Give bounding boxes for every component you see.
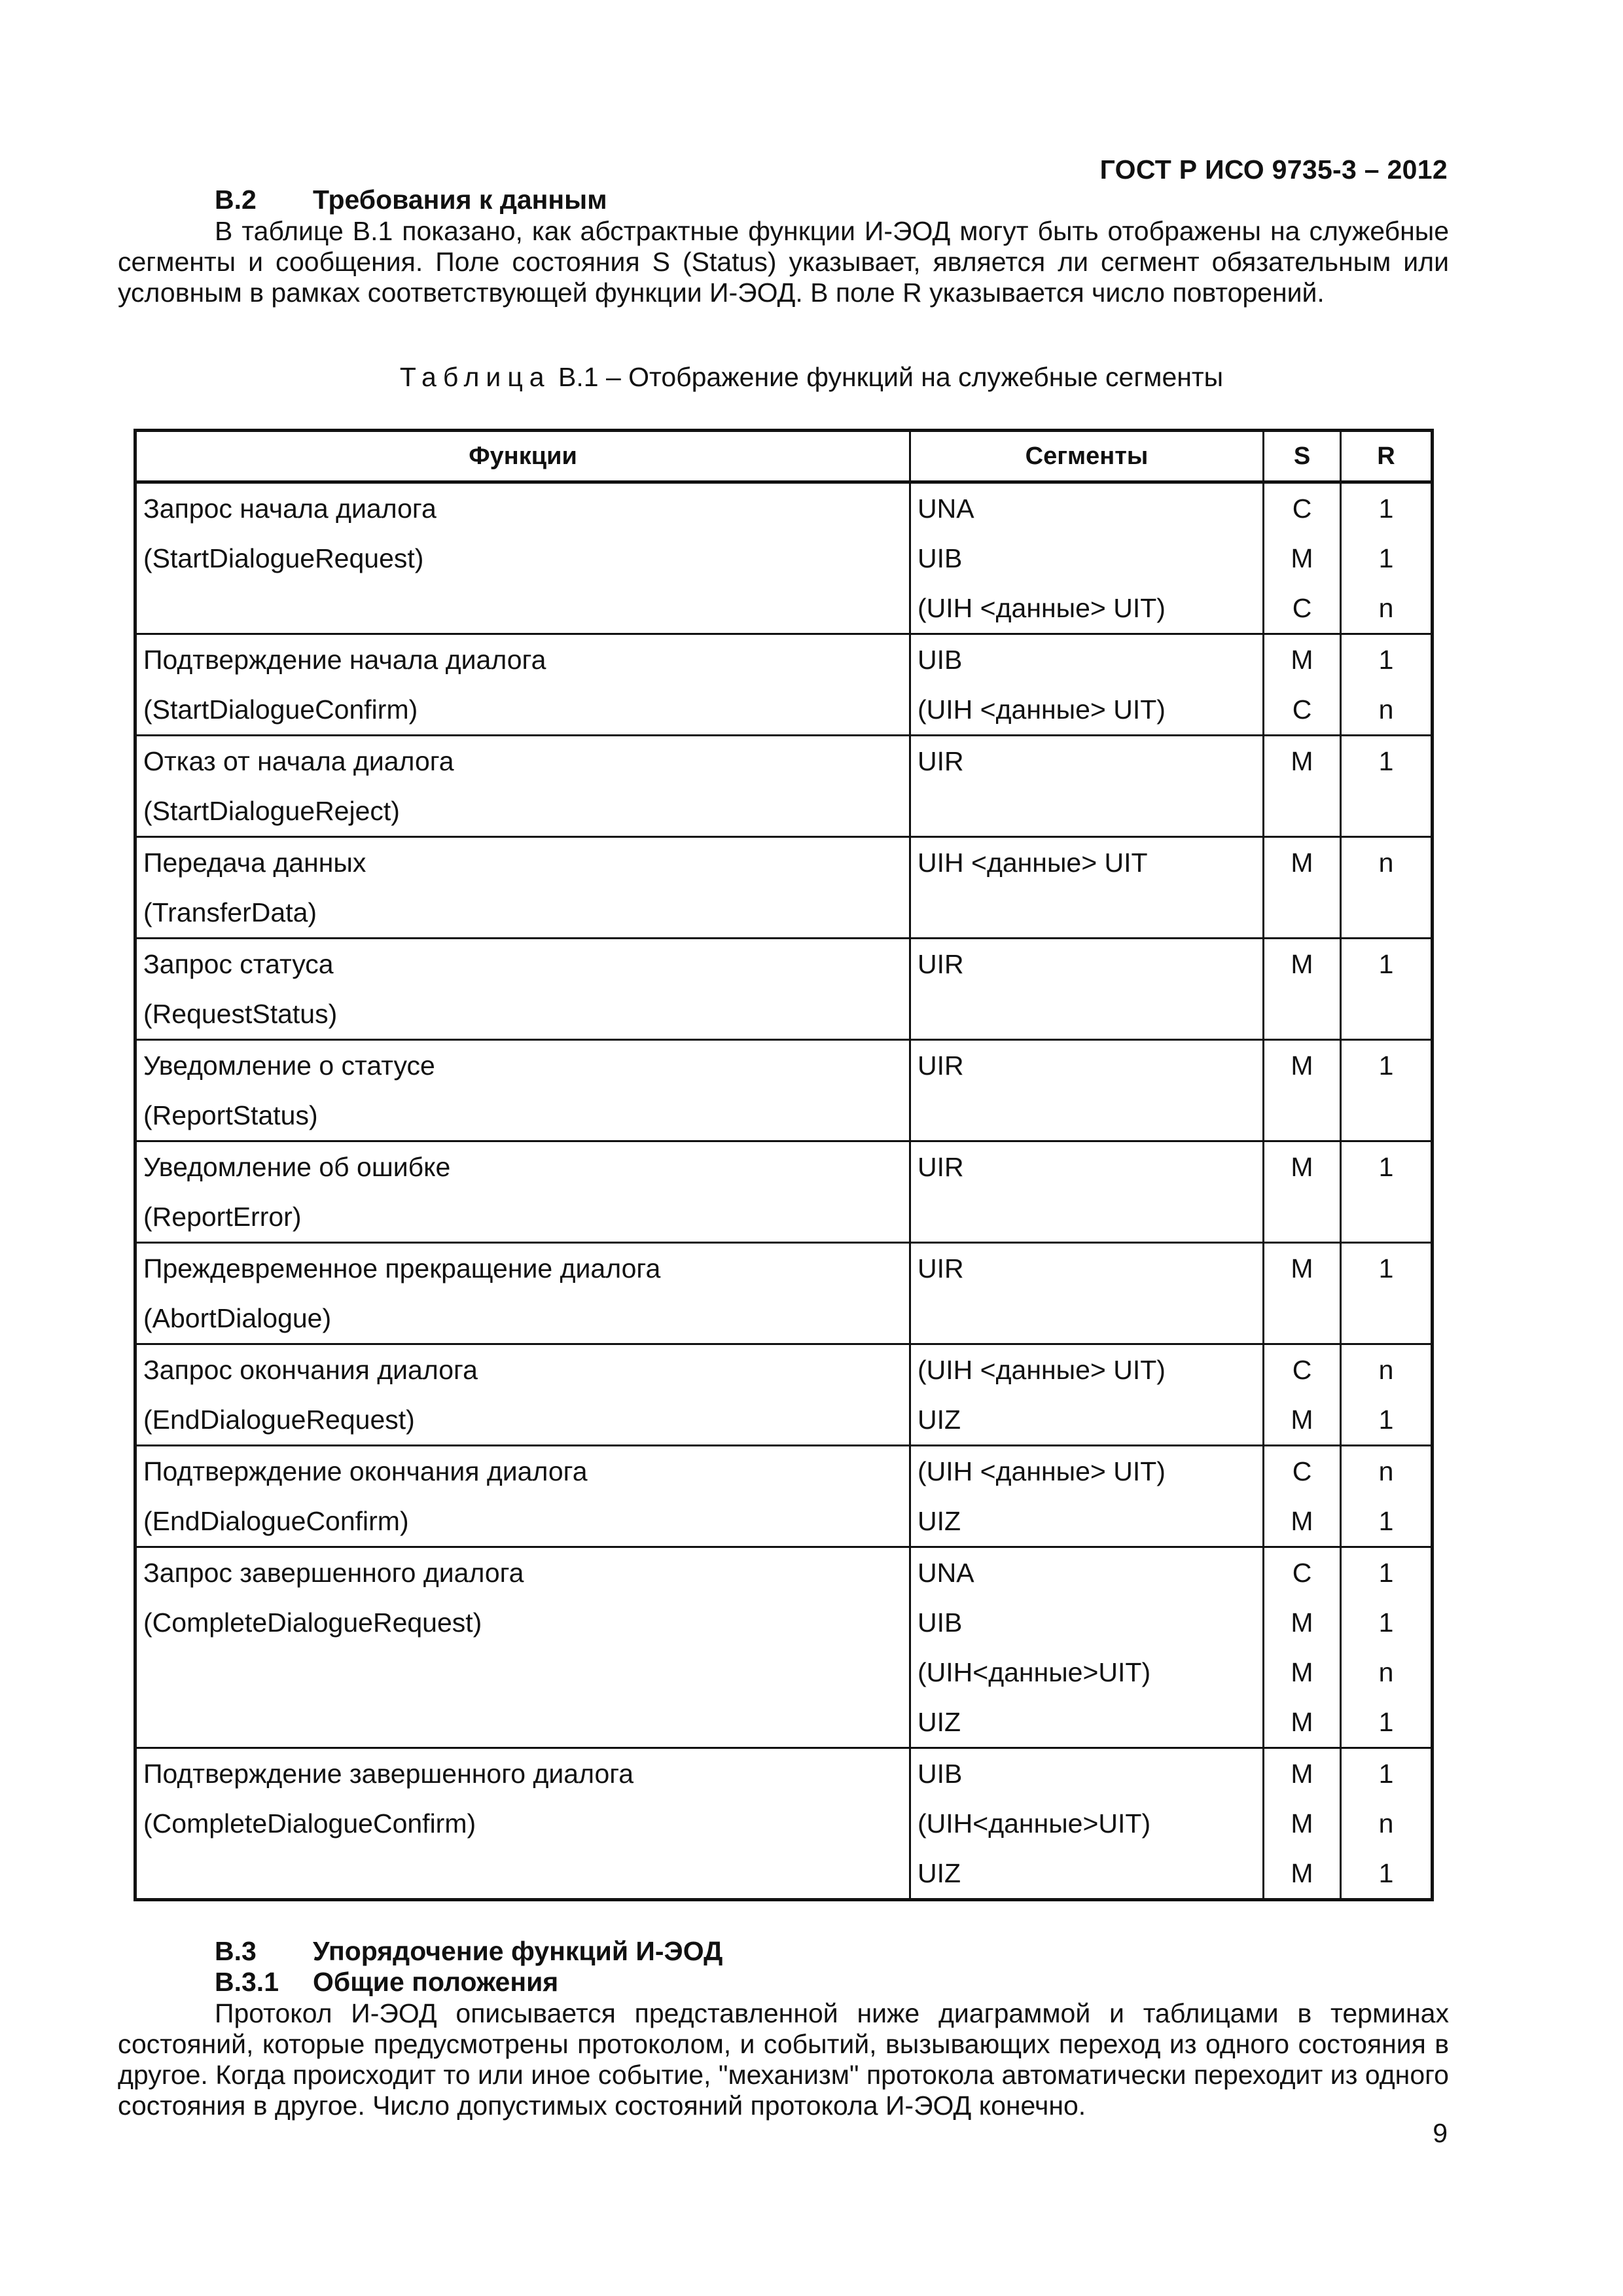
status-cell: C (1264, 482, 1341, 534)
function-cell: (StartDialogueReject) (135, 786, 910, 837)
header-status: S (1264, 431, 1341, 482)
function-cell (135, 1647, 910, 1697)
status-cell: M (1264, 1799, 1341, 1848)
function-cell: (StartDialogueRequest) (135, 533, 910, 583)
function-cell: (AbortDialogue) (135, 1293, 910, 1344)
table-row (135, 1697, 1433, 1748)
status-cell: M (1264, 1697, 1341, 1748)
segment-cell: UIB (910, 1598, 1264, 1647)
segment-cell: UIB (910, 533, 1264, 583)
status-cell (1264, 1293, 1341, 1344)
function-cell: Запрос статуса (135, 939, 910, 990)
repeat-cell: 1 (1341, 1243, 1433, 1294)
status-cell: M (1264, 1598, 1341, 1647)
status-cell: M (1264, 1243, 1341, 1294)
table-row (135, 888, 1433, 939)
segment-cell (910, 786, 1264, 837)
table-row (135, 1141, 1433, 1193)
segment-cell: (UIH<данные>UIT) (910, 1647, 1264, 1697)
section-number: В.2 (215, 185, 257, 215)
function-cell: Подтверждение завершенного диалога (135, 1748, 910, 1799)
function-cell: Преждевременное прекращение диалога (135, 1243, 910, 1294)
table-caption (0, 362, 1623, 393)
segment-cell: (UIH <данные> UIT) (910, 685, 1264, 736)
repeat-cell: n (1341, 1446, 1433, 1497)
status-cell: C (1264, 1446, 1341, 1497)
status-cell: M (1264, 1848, 1341, 1900)
status-cell: M (1264, 1647, 1341, 1697)
caption-label: Таблица (399, 362, 551, 392)
function-cell: Подтверждение окончания диалога (135, 1446, 910, 1497)
table-row (135, 786, 1433, 837)
repeat-cell: n (1341, 1344, 1433, 1395)
status-cell (1264, 888, 1341, 939)
status-cell: M (1264, 736, 1341, 787)
status-cell: M (1264, 837, 1341, 888)
table-row (135, 583, 1433, 634)
segment-cell: UIZ (910, 1496, 1264, 1547)
segment-cell: UIR (910, 939, 1264, 990)
function-cell: Запрос начала диалога (135, 482, 910, 534)
table-row (135, 1344, 1433, 1395)
status-cell (1264, 786, 1341, 837)
segment-cell: UIH <данные> UIT (910, 837, 1264, 888)
status-cell (1264, 1192, 1341, 1243)
table-row (135, 1192, 1433, 1243)
section-number: В.3.1 (215, 1967, 279, 1997)
section-b31-paragraph: Протокол И-ЭОД описывается представленной ниже диаграммой и таблицами в терминах состояний, которые предусмотрены протоколом, и событий, вызывающих переход из одного состояния в другое. Когда происходит то или иное событие, "механизм" протокола автоматически переходит из одного состояния в другое. Число допустимых состояний протокола И-ЭОД конечно. (118, 1998, 1449, 2121)
status-cell: C (1264, 583, 1341, 634)
header-segments: Сегменты (910, 431, 1264, 482)
repeat-cell: 1 (1341, 1848, 1433, 1900)
table-row (135, 1547, 1433, 1598)
repeat-cell: 1 (1341, 1547, 1433, 1598)
function-cell: Отказ от начала диалога (135, 736, 910, 787)
segment-cell (910, 888, 1264, 939)
table-row (135, 1395, 1433, 1446)
page-number: 9 (1433, 2118, 1448, 2148)
status-cell: C (1264, 1547, 1341, 1598)
table-row (135, 1040, 1433, 1091)
status-cell: M (1264, 1395, 1341, 1446)
section-title: Общие положения (313, 1967, 559, 1997)
function-cell: Запрос окончания диалога (135, 1344, 910, 1395)
function-cell: (CompleteDialogueRequest) (135, 1598, 910, 1647)
repeat-cell: n (1341, 1647, 1433, 1697)
section-b31-heading (215, 1967, 558, 1998)
segment-cell: UIZ (910, 1848, 1264, 1900)
segment-cell (910, 1090, 1264, 1141)
repeat-cell: n (1341, 583, 1433, 634)
segment-cell: (UIH <данные> UIT) (910, 583, 1264, 634)
standard-designation: ГОСТ Р ИСО 9735-3 – 2012 (1099, 154, 1448, 185)
function-cell: Запрос завершенного диалога (135, 1547, 910, 1598)
repeat-cell (1341, 1192, 1433, 1243)
segment-cell (910, 1192, 1264, 1243)
status-cell (1264, 989, 1341, 1040)
function-cell: Передача данных (135, 837, 910, 888)
table-row (135, 1748, 1433, 1799)
repeat-cell: 1 (1341, 1395, 1433, 1446)
status-cell: C (1264, 685, 1341, 736)
segment-cell: UIB (910, 1748, 1264, 1799)
repeat-cell (1341, 888, 1433, 939)
table-row (135, 1848, 1433, 1900)
segment-cell: UIZ (910, 1395, 1264, 1446)
function-cell (135, 1697, 910, 1748)
section-b2-heading (215, 185, 607, 215)
table-row (135, 533, 1433, 583)
repeat-cell (1341, 786, 1433, 837)
status-cell: M (1264, 533, 1341, 583)
table-row (135, 1446, 1433, 1497)
function-cell: Уведомление об ошибке (135, 1141, 910, 1193)
table-header-row (135, 431, 1433, 482)
caption-text: В.1 – Отображение функций на служебные сегменты (558, 362, 1224, 392)
segment-cell: UIZ (910, 1697, 1264, 1748)
repeat-cell (1341, 989, 1433, 1040)
table-row (135, 1496, 1433, 1547)
function-cell: Подтверждение начала диалога (135, 634, 910, 685)
repeat-cell: 1 (1341, 482, 1433, 534)
table-row (135, 634, 1433, 685)
segment-cell: UIR (910, 1141, 1264, 1193)
repeat-cell (1341, 1090, 1433, 1141)
segment-cell: UNA (910, 482, 1264, 534)
segment-cell: UIR (910, 736, 1264, 787)
segment-cell (910, 1293, 1264, 1344)
section-title: Упорядочение функций И-ЭОД (313, 1936, 723, 1966)
repeat-cell: n (1341, 685, 1433, 736)
function-cell: Уведомление о статусе (135, 1040, 910, 1091)
function-cell: (CompleteDialogueConfirm) (135, 1799, 910, 1848)
function-cell (135, 583, 910, 634)
section-number: В.3 (215, 1936, 257, 1966)
table-row (135, 1799, 1433, 1848)
status-cell: M (1264, 1496, 1341, 1547)
function-cell: (EndDialogueRequest) (135, 1395, 910, 1446)
status-cell (1264, 1090, 1341, 1141)
table-row (135, 939, 1433, 990)
repeat-cell: 1 (1341, 1598, 1433, 1647)
segment-cell: UIR (910, 1243, 1264, 1294)
repeat-cell: 1 (1341, 634, 1433, 685)
status-cell: M (1264, 1748, 1341, 1799)
function-cell: (TransferData) (135, 888, 910, 939)
table-row (135, 1090, 1433, 1141)
section-title: Требования к данным (313, 185, 607, 215)
function-cell: (ReportStatus) (135, 1090, 910, 1141)
header-repeats: R (1341, 431, 1433, 482)
function-cell: (RequestStatus) (135, 989, 910, 1040)
status-cell: M (1264, 1040, 1341, 1091)
function-cell: (ReportError) (135, 1192, 910, 1243)
table-body (135, 482, 1433, 1900)
table-row (135, 482, 1433, 534)
segment-cell: (UIH <данные> UIT) (910, 1446, 1264, 1497)
repeat-cell (1341, 1293, 1433, 1344)
table-row (135, 1647, 1433, 1697)
repeat-cell: 1 (1341, 736, 1433, 787)
functions-mapping-table (134, 429, 1434, 1901)
segment-cell: (UIH <данные> UIT) (910, 1344, 1264, 1395)
section-b3-heading (215, 1936, 722, 1967)
function-cell (135, 1848, 910, 1900)
table-row (135, 837, 1433, 888)
section-b2-paragraph: В таблице В.1 показано, как абстрактные функции И-ЭОД могут быть отображены на служебные сегменты и сообщения. Поле состояния S (Status) указывает, является ли сегмент обязательным или условным в рамках соответствующей функции И-ЭОД. В поле R указывается число повторений. (118, 216, 1449, 308)
repeat-cell: 1 (1341, 1697, 1433, 1748)
function-cell: (EndDialogueConfirm) (135, 1496, 910, 1547)
function-cell: (StartDialogueConfirm) (135, 685, 910, 736)
segment-cell: UIB (910, 634, 1264, 685)
segment-cell: UNA (910, 1547, 1264, 1598)
status-cell: C (1264, 1344, 1341, 1395)
repeat-cell: n (1341, 1799, 1433, 1848)
status-cell: M (1264, 1141, 1341, 1193)
repeat-cell: 1 (1341, 1748, 1433, 1799)
status-cell: M (1264, 939, 1341, 990)
table-row (135, 989, 1433, 1040)
segment-cell: UIR (910, 1040, 1264, 1091)
table-row (135, 685, 1433, 736)
header-functions: Функции (135, 431, 910, 482)
repeat-cell: n (1341, 837, 1433, 888)
segment-cell: (UIH<данные>UIT) (910, 1799, 1264, 1848)
repeat-cell: 1 (1341, 1141, 1433, 1193)
segment-cell (910, 989, 1264, 1040)
table-row (135, 736, 1433, 787)
table-row (135, 1598, 1433, 1647)
repeat-cell: 1 (1341, 1040, 1433, 1091)
status-cell: M (1264, 634, 1341, 685)
repeat-cell: 1 (1341, 533, 1433, 583)
repeat-cell: 1 (1341, 1496, 1433, 1547)
table-row (135, 1243, 1433, 1294)
repeat-cell: 1 (1341, 939, 1433, 990)
table-row (135, 1293, 1433, 1344)
